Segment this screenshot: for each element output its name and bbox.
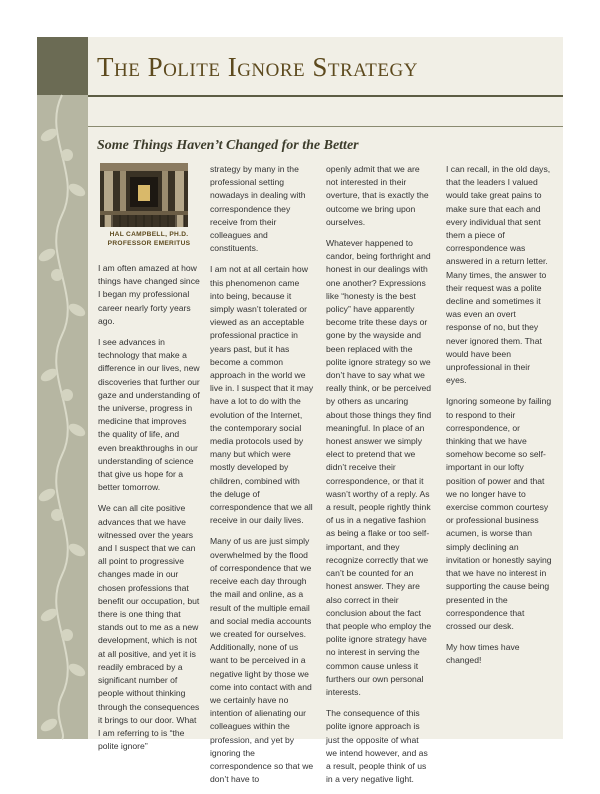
paragraph: I am often amazed at how things have changed since I began my professional career nearly forty years ago. [98,263,200,326]
newsletter-page [37,37,563,785]
paragraph: Many of us are just simply overwhelmed by the flood of correspondence that we receive each day through the mail and online, as a result of the multiple email and social media accounts we created for ourselves. Additionally, none of us want to be perceived in a negative light by those we come into contact with and we certainly have no intention of alienating our colleagues within the profession, and yet by ignoring the correspondence so that we don’t have to [210,536,314,785]
paragraph: The consequence of this polite ignore approach is just the opposite of what we intend however, and as a result, people think of us in a very negative light. [326,708,428,785]
paragraph: We can all cite positive advances that we have witnessed over the years and I suspect that we can all point to progressive changes made in our chosen professions that benefit our occupation, but there is one thing that stands out to me as a new development, which is not at all positive, and yet it is readily embraced by a significant number of people without thinking through the consequences it brings to our door. What I am referring to is “the polite ignore” [98,503,200,752]
floral-pattern-icon [37,95,88,739]
caption-name: HAL CAMPBELL, PH.D. [109,231,189,238]
paragraph: I am not at all certain how this phenomenon came into being, because it simply wasn’t tolerated or viewed as an acceptable professional practice in years past, but it has become a common approach in the world we live in. I suspect that it may have a lot to do with the evolution of the Internet, the contemporary social media protocols used by many but which were mostly developed by children, combined with the deluge of correspondence that we all receive in our daily lives. [210,264,314,526]
caption-title: PROFESSOR EMERITUS [107,240,191,247]
page-title: The Polite Ignore Strategy [97,52,418,82]
article-column-4 [446,163,552,676]
paragraph: I can recall, in the old days, that the leaders I valued would take great pains to make sure that each and every individual that sent them a piece of correspondence was answered in a return letter. Many times, the answer to their request was a polite decline and sometimes it was even an overt response of no, but they never ignored them. That would have been unprofessional in their eyes. [446,164,551,386]
article-subtitle: Some Things Haven’t Changed for the Better [97,138,359,153]
article-column-1 [98,163,200,761]
decorative-sidebar [37,37,88,739]
paragraph: Whatever happened to candor, being forthright and honest in our dealings with one another? Expressions like “honesty is the best policy” have apparently become trite these days or gone by the wayside and been replaced with the polite ignore strategy so we don’t have to say what we really think, or be perceived by others as uncaring about those things they find meaningful. In place of an honest answer we simply elect to pretend that we didn’t receive their correspondence, or that it wasn’t worthy of a reply. As a result, people rightly think of us in a negative fashion as being a flake or too self-important, and they recognize correctly that we can’t be counted for an honest answer. They are also correct in their conclusion about the fact that people who employ the polite ignore strategy have no interest in serving the common cause unless it furthers our own personal interests. [326,238,432,697]
article-column-3 [326,163,432,794]
article-column-2 [210,163,314,794]
paragraph: openly admit that we are not interested in their overture, that is exactly the outcome we bring upon ourselves. [326,164,429,227]
author-photo [100,163,188,227]
paragraph: My how times have changed! [446,642,520,666]
title-rule [88,95,563,97]
section-rule [88,126,563,127]
sidebar-header-block [37,37,88,95]
photo-caption [98,230,200,248]
paragraph: strategy by many in the professional setting nowadays in dealing with correspondence they receive from their colleagues and constituents. [210,164,306,254]
paragraph: Ignoring someone by failing to respond to their correspondence, or thinking that we have somehow become so self-important in our lofty position of power and that we no longer have to exercise common courtesy or professional business acumen, is worse than simply declining an invitation or honestly saying that we have no interest in supporting the cause being presented in the correspondence that crossed our desk. [446,396,552,631]
paragraph: I see advances in technology that make a difference in our lives, new discoveries that further our gaze and understanding of the universe, progress in medicine that improves the quality of life, and even breakthroughs in our understanding of science that give us hope for a better tomorrow. [98,337,200,493]
